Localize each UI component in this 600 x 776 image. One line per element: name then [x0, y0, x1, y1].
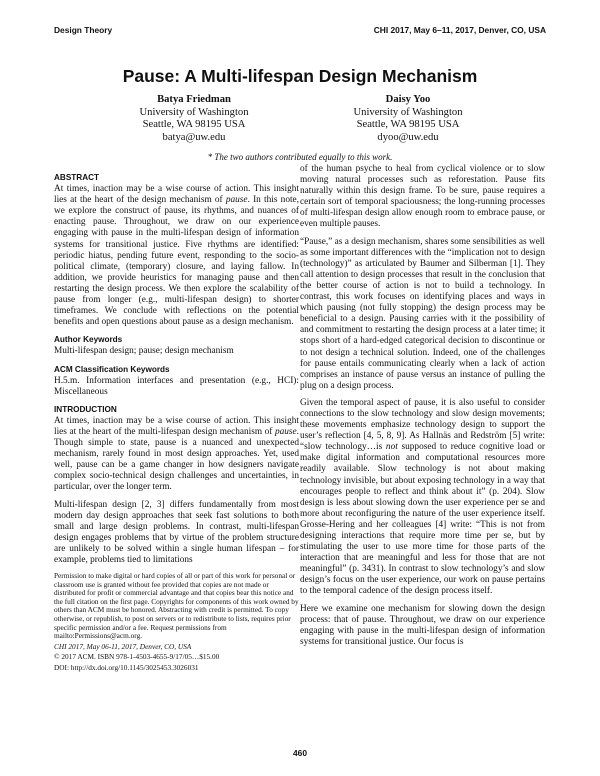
acm-text: H.5.m. Information interfaces and presentation (e.g., HCI): Miscellaneous — [54, 375, 299, 397]
right-p3-emphasis: not — [385, 442, 398, 453]
author-location: Seattle, WA 98195 USA — [142, 119, 246, 131]
author-block-2 — [288, 94, 528, 144]
right-paragraph-3 — [300, 398, 545, 598]
paper-title — [0, 66, 600, 87]
author-email: batya@uw.edu — [162, 131, 226, 143]
venue-line: CHI 2017, May 06-11, 2017, Denver, CO, USA — [54, 641, 192, 651]
right-p3-b: supposed to reduce cognitive load or make digital information and computational resources more readily available. Slow technology is not about making technology invisible, but about exposing technology in a way that encourages people to reflect and think about it” (p. 204). Slow design is less about slowing down the user experience per se and more about reconfiguring the nature of the user experience itself. Grosse-Hering and her colleagues [4] write: “This is not from designing interactions that require more time per se, but by stimulating the user to use more time for those parts of the interaction that are meaningful and less for those that are not meaningful” (p. 3431). In contrast to slow technology’s and slow design’s focus on the user experience, our work on pause pertains to the temporal cadence of the design process itself. — [300, 442, 545, 597]
introduction-heading: INTRODUCTION — [54, 404, 117, 414]
right-paragraph-2: “Pause,” as a design mechanism, shares some sensibilities as well as some important differences with the “implication not to design (technology)” as articulated by Baumer and Silberman [1]. They call attention to design processes that result in the conclusion that the better course of action is not to build a technology. In contrast, this work focuses on identifying places and ways in which pausing (not fully stopping) the design process may be beneficial to a design. Pausing carries with it the possibility of and commitment to restarting the design process at a later time; it stops short of a hard-edged categorical decision to discontinue or to not design a technical solution. Indeed, one of the challenges for pause entails communicating clearly when a lack of action comprises an instance of pause versus an instance of pulling the plug on a design process. — [300, 236, 545, 391]
author-name: Daisy Yoo — [385, 94, 431, 105]
running-header-right: CHI 2017, May 6–11, 2017, Denver, CO, USA — [373, 25, 546, 35]
abstract-text-a: At times, inaction may be a wise course of action. This insight lies at the heart of the design mechanism of — [54, 184, 299, 206]
permission-text: Permission to make digital or hard copies of all or part of this work for personal or classroom use is granted without fee provided that copies are not made or distributed for profit or commercial advantage and that copies bear this notice and the full citation on the first page. Copyrights for components of this work owned by others than ACM must be honored. Abstracting with credit is permitted. To copy otherwise, or republish, to post on servers or to redistribute to lists, requires prior specific permission and/or a fee. Request permissions from mailto:Permissions@acm.org. — [54, 571, 299, 641]
author-name: Batya Friedman — [157, 94, 231, 105]
keywords-heading: Author Keywords — [54, 335, 123, 345]
abstract-emphasis: pause — [225, 195, 248, 206]
left-column — [54, 168, 299, 675]
abstract-heading: ABSTRACT — [54, 173, 100, 182]
author-email: dyoo@uw.edu — [377, 131, 439, 143]
abstract-text-b: . In this note, we explore the construct of pause, its rhythms, and nuances of enacting pause. Throughout, we draw on our experience engaging with pause in the multi-lifespan design of information systems for transitional justice. Five rhythms are identified: periodic hiatus, pending future event, responding to the socio-political climate, (temporary) closure, and laying fallow. In addition, we provide heuristics for managing pause and then restarting the design process. We then explore the scalability of pause from longer (e.g., multi-lifespan design) to shorter timeframes. We conclude with reflections on the potential benefits and open questions about pause as a design mechanism. — [54, 195, 300, 328]
author-affiliation: University of Washington — [139, 106, 249, 118]
right-paragraph-1: of the human psyche to heal from cyclical violence or to slow moving natural processes such as reforestation. Pause fits naturally within this design frame. To be sure, pause requires a certain sort of temporal spaciousness; the long-running processes of multi-lifespan design allow enough room to embrace pause, or even multiple pauses. — [300, 164, 545, 230]
intro-p1-emphasis: pause — [274, 426, 297, 437]
running-header-left: Design Theory — [54, 25, 113, 35]
intro-p1-a: At times, inaction may be a wise course of action. This insight lies at the heart of the multi-lifespan design mechanism of — [54, 415, 299, 437]
right-column — [300, 164, 545, 654]
author-location: Seattle, WA 98195 USA — [356, 119, 460, 131]
author-block-1 — [74, 94, 314, 144]
keywords-text: Multi-lifespan design; pause; design mechanism — [54, 346, 234, 357]
page-number: 460 — [293, 748, 307, 758]
intro-paragraph-2: Multi-lifespan design [2, 3] differs fundamentally from most modern day design approaches that seek fast solutions to both small and large design problems. In contrast, multi-lifespan design engages problems that by virtue of the problem structure are unlikely to be solved within a single human lifespan – for example, problems tied to limitations — [54, 499, 299, 565]
equal-contribution-note: * The two authors contributed equally to this work. — [207, 152, 393, 162]
acm-heading: ACM Classification Keywords — [54, 364, 170, 374]
right-p3-a: Given the temporal aspect of pause, it is also useful to consider connections to the slow technology and slow design movements; these movements emphasize technology design to support the user’s reflection [4, 5, 8, 9]. As Hallnäs and Redström [5] write: “slow technology…is — [300, 397, 545, 453]
intro-p1-b: . Though simple to state, pause is a nuanced and unexpected mechanism, rarely found in most design approaches. Yet, used well, pause can be a game changer in how designers navigate complex socio-technical design challenges and uncertainties, in particular, over the longer term. — [54, 426, 299, 493]
intro-paragraph-1 — [54, 416, 299, 494]
right-paragraph-4: Here we examine one mechanism for slowing down the design process: that of pause. Throughout, we draw on our experience engaging with pause in the multi-lifespan design of information systems for transitional justice. Our focus is — [300, 603, 545, 647]
author-affiliation: University of Washington — [353, 106, 463, 118]
abstract-text — [54, 184, 299, 328]
doi-line: DOI: http://dx.doi.org/10.1145/3025453.3026031 — [54, 663, 199, 673]
copyright-line: © 2017 ACM. ISBN 978-1-4503-4655-9/17/05…$15.00 — [54, 652, 220, 662]
title-main: Pause: — [122, 66, 181, 86]
title-rest: A Multi-lifespan Design Mechanism — [180, 66, 478, 86]
permission-block — [54, 572, 299, 673]
